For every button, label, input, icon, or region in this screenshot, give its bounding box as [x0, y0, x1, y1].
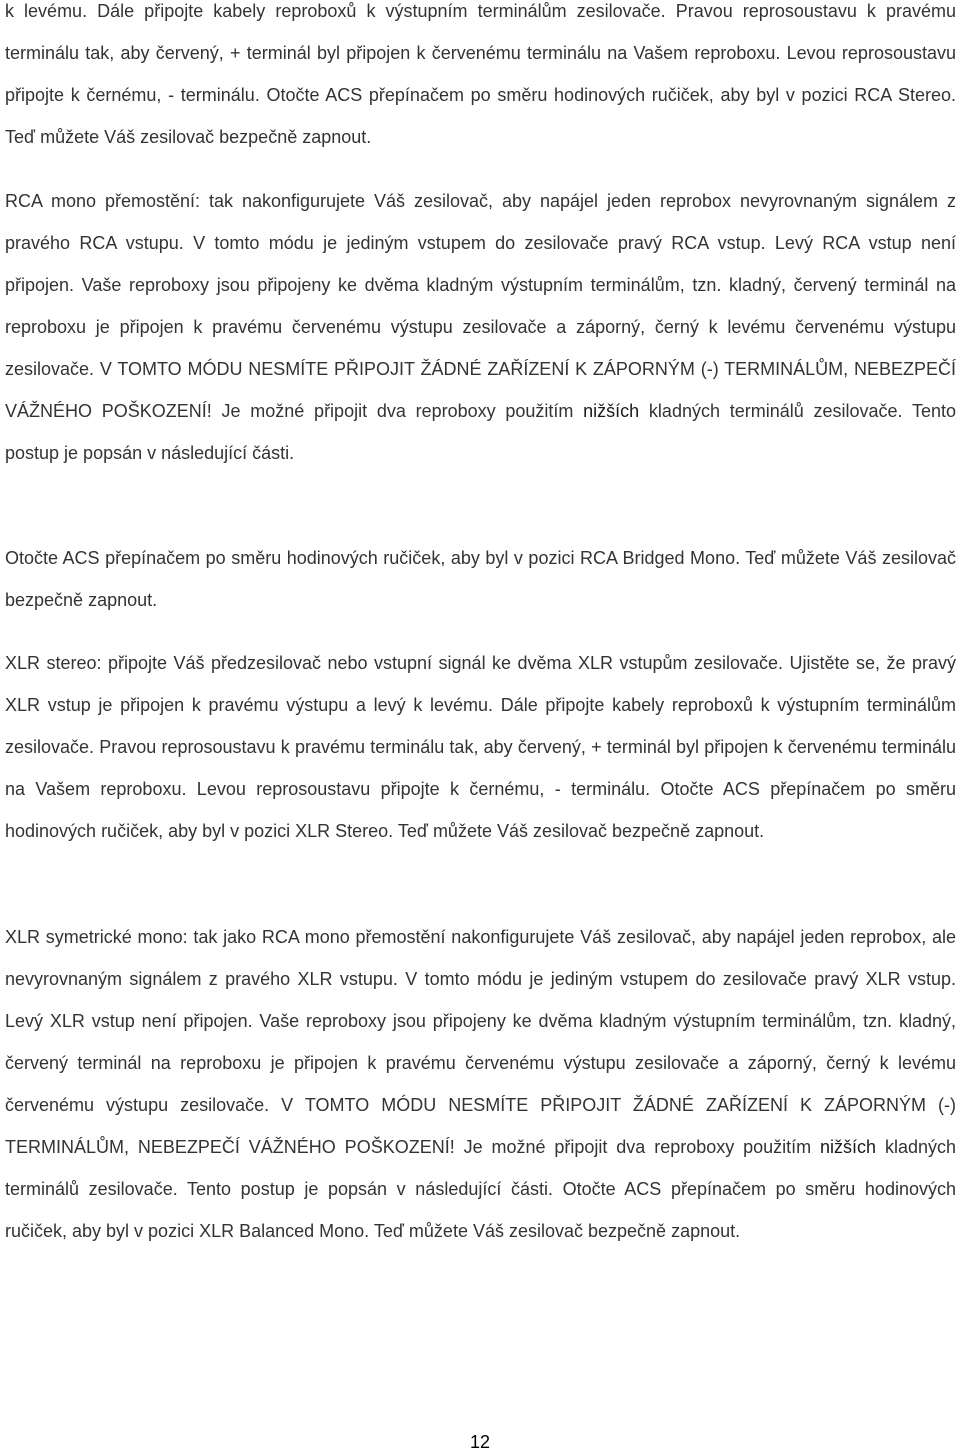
paragraph-text: XLR stereo: připojte Váš předzesilovač nebo vstupní signál ke dvěma XLR vstupům zesilovače. Ujistěte se, že pravý XLR vstup je připojen k pravému výstupu a levý k levému. Dále připojte kabely reproboxů k výstupním terminálům zesilovače. Pravou reprosoustavu k pravému terminálu tak, aby červený, + terminál byl připojen k červenému terminálu na Vašem reproboxu. Levou reprosoustavu připojte k černému, - terminálu. Otočte ACS přepínačem po směru hodinových ručiček, aby byl v pozici XLR Stereo. Teď můžete Váš zesilovač bezpečně zapnout. [5, 653, 956, 841]
paragraph-text: XLR symetrické mono: tak jako RCA mono přemostění nakonfigurujete Váš zesilovač, aby napájel jeden reprobox, ale nevyrovnaným signálem z pravého XLR vstupu. V tomto módu je jediným vstupem do zesilovače pravý XLR vstup. Levý XLR vstup není připojen. Vaše reproboxy jsou připojeny ke dvěma kladným výstupním terminálům, tzn. kladný, červený terminál na reproboxu je připojen k pravému červenému výstupu zesilovače a záporný, černý k levému červenému výstupu zesilovače. V TOMTO MÓDU NESMÍTE PŘIPOJIT ŽÁDNÉ ZAŘÍZENÍ K ZÁPORNÝM (-) TERMINÁLŮM, NEBEZPEČÍ VÁŽNÉHO POŠKOZENÍ! Je možné připojit dva reproboxy použitím [5, 927, 956, 1157]
emphasized-word: nižších [583, 401, 640, 421]
paragraph-text: k levému. Dále připojte kabely reproboxů k výstupním terminálům zesilovače. Pravou reprosoustavu k pravému terminálu tak, aby červený, + terminál byl připojen k červenému terminálu na Vašem reproboxu. Levou reprosoustavu připojte k černému, - terminálu. Otočte ACS přepínačem po směru hodinových ručiček, aby byl v pozici RCA Stereo. Teď můžete Váš zesilovač bezpečně zapnout. [5, 1, 956, 147]
paragraph-rca-mono-bridge [5, 180, 956, 474]
emphasized-word: nižších [820, 1137, 877, 1157]
paragraph-text: RCA mono přemostění: tak nakonfigurujete Váš zesilovač, aby napájel jeden reprobox nevyrovnaným signálem z pravého RCA vstupu. V tomto módu je jediným vstupem do zesilovače pravý RCA vstup. Levý RCA vstup není připojen. Vaše reproboxy jsou připojeny ke dvěma kladným výstupním terminálům, tzn. kladný, červený terminál na reproboxu je připojen k pravému červenému výstupu zesilovače a záporný, černý k levému červenému výstupu zesilovače. V TOMTO MÓDU NESMÍTE PŘIPOJIT ŽÁDNÉ ZAŘÍZENÍ K ZÁPORNÝM (-) TERMINÁLŮM, NEBEZPEČÍ VÁŽNÉHO POŠKOZENÍ! Je možné připojit dva reproboxy použitím [5, 191, 956, 421]
paragraph-xlr-balanced-mono [5, 916, 956, 1252]
paragraph-text: kladných terminálů zesilovače. Tento postup je popsán v následující části. Otočte ACS přepínačem po směru hodinových ručiček, aby byl v pozici XLR Balanced Mono. Teď můžete Váš zesilovač bezpečně zapnout. [5, 1137, 956, 1241]
paragraph-text: Otočte ACS přepínačem po směru hodinových ručiček, aby byl v pozici RCA Bridged Mono. Teď můžete Váš zesilovač bezpečně zapnout. [5, 548, 956, 610]
paragraph-rca-bridged-mono-switch [5, 537, 956, 621]
page-number: 12 [469, 1432, 491, 1452]
paragraph-xlr-stereo [5, 642, 956, 852]
paragraph-rca-stereo-continued [5, 0, 956, 158]
paragraph-text: kladných terminálů zesilovače. Tento postup je popsán v následující části. [5, 401, 956, 463]
